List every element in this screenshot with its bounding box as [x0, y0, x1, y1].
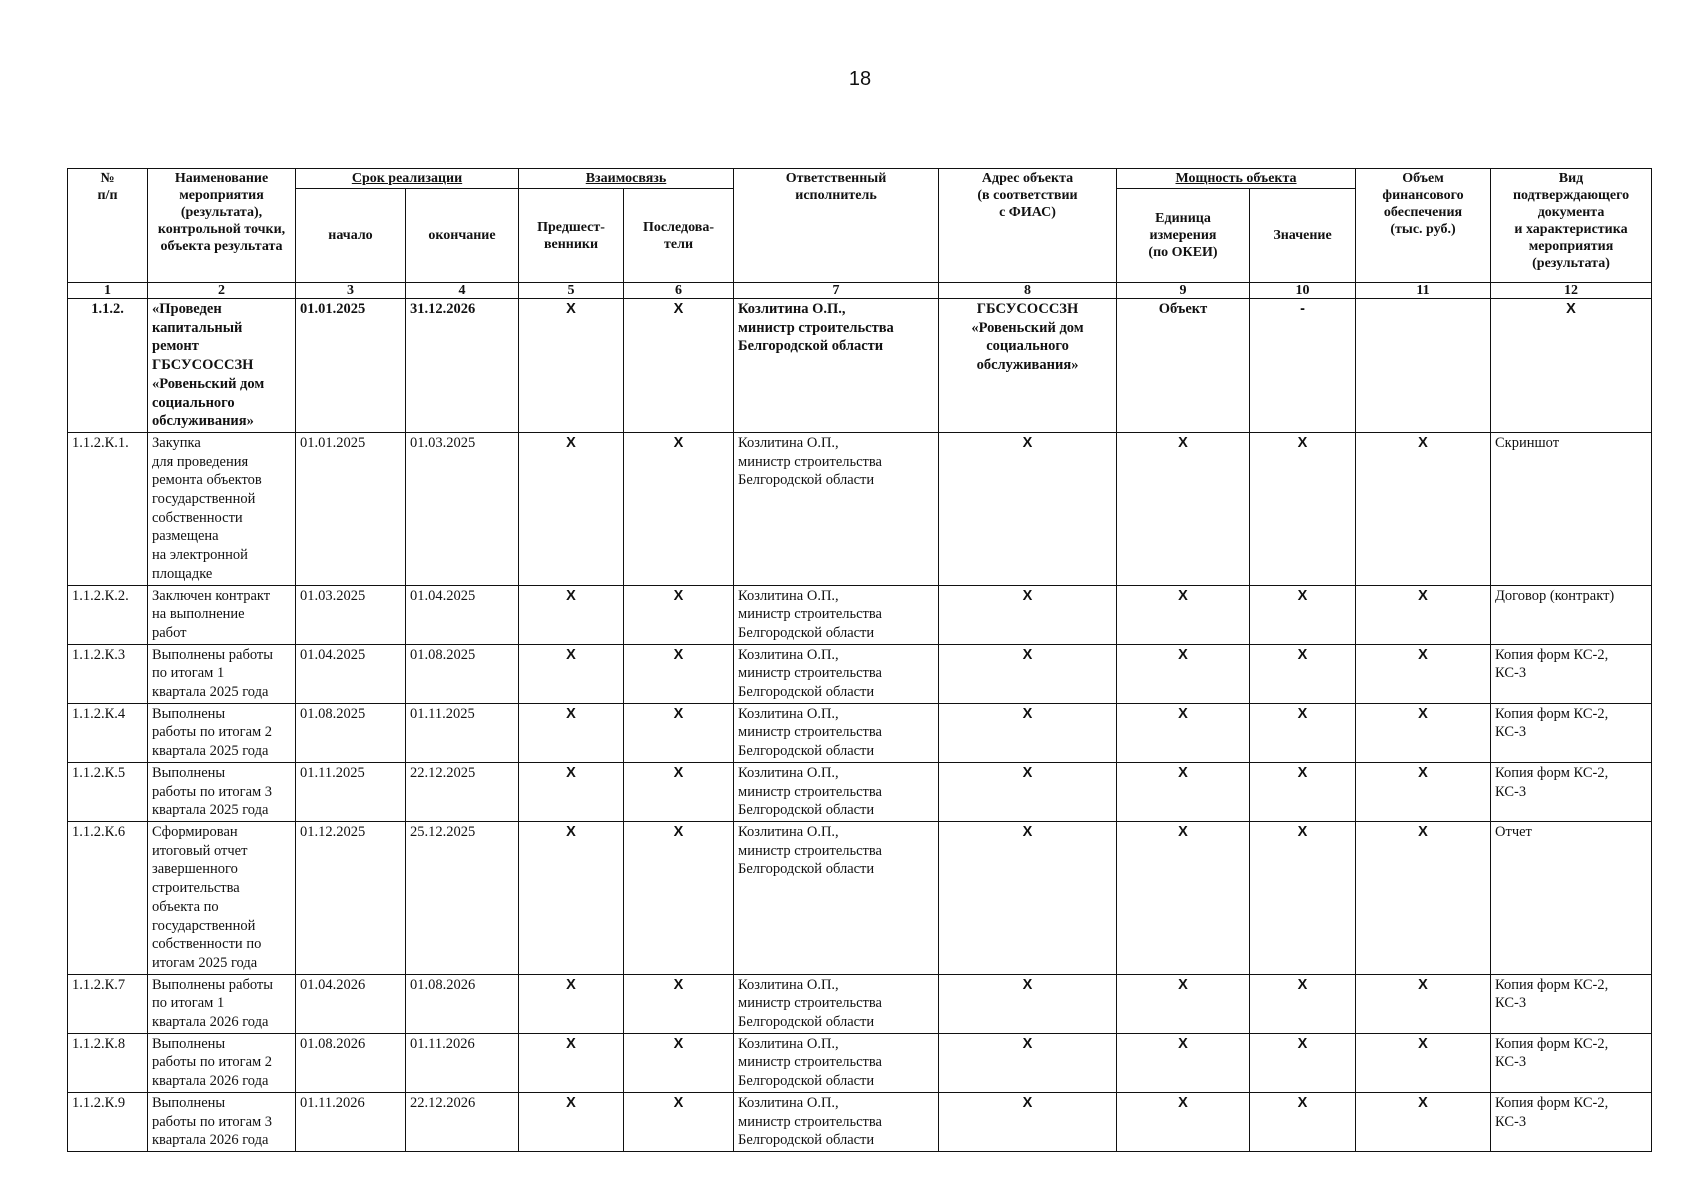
responsible-person: Козлитина О.П., министр строительства Белгородской области: [734, 644, 939, 703]
row-number: 1.1.2.К.1.: [68, 432, 148, 585]
page-number: 18: [848, 68, 872, 90]
start-date: 01.08.2025: [296, 703, 406, 762]
predecessors-value: X: [519, 821, 624, 974]
document-type: Отчет: [1491, 821, 1652, 974]
document-type: X: [1491, 299, 1652, 433]
table-row: [68, 1033, 1652, 1092]
capacity-value: X: [1250, 432, 1356, 585]
finance-value: [1356, 299, 1491, 433]
capacity-value: X: [1250, 1092, 1356, 1151]
column-number: 3: [296, 283, 406, 299]
row-number: 1.1.2.К.7: [68, 974, 148, 1033]
header-address: Адрес объекта (в соответствии с ФИАС): [939, 169, 1117, 283]
table-row: [68, 703, 1652, 762]
predecessors-value: X: [519, 299, 624, 433]
start-date: 01.11.2025: [296, 762, 406, 821]
document-type: Договор (контракт): [1491, 585, 1652, 644]
successors-value: X: [624, 299, 734, 433]
document-type: Скриншот: [1491, 432, 1652, 585]
object-address: X: [939, 821, 1117, 974]
end-date: 25.12.2025: [406, 821, 519, 974]
row-number: 1.1.2.К.9: [68, 1092, 148, 1151]
start-date: 01.01.2025: [296, 432, 406, 585]
predecessors-value: X: [519, 762, 624, 821]
unit-value: X: [1117, 1092, 1250, 1151]
responsible-person: Козлитина О.П., министр строительства Белгородской области: [734, 974, 939, 1033]
column-number: 5: [519, 283, 624, 299]
header-predecessors: Предшест- венники: [519, 189, 624, 283]
column-number: 1: [68, 283, 148, 299]
table-row: [68, 585, 1652, 644]
capacity-value: X: [1250, 821, 1356, 974]
unit-value: X: [1117, 1033, 1250, 1092]
successors-value: X: [624, 432, 734, 585]
finance-value: X: [1356, 1092, 1491, 1151]
event-name: Выполнены работы по итогам 1 квартала 2026 года: [148, 974, 296, 1033]
object-address: X: [939, 703, 1117, 762]
object-address: ГБСУСОССЗН «Ровеньский дом социального обслуживания»: [939, 299, 1117, 433]
unit-value: X: [1117, 703, 1250, 762]
responsible-person: Козлитина О.П., министр строительства Белгородской области: [734, 821, 939, 974]
table-row: [68, 644, 1652, 703]
successors-value: X: [624, 762, 734, 821]
capacity-value: X: [1250, 703, 1356, 762]
capacity-value: X: [1250, 644, 1356, 703]
event-name: Выполнены работы по итогам 2 квартала 2026 года: [148, 1033, 296, 1092]
event-name: Выполнены работы по итогам 1 квартала 2025 года: [148, 644, 296, 703]
unit-value: X: [1117, 644, 1250, 703]
finance-value: X: [1356, 703, 1491, 762]
object-address: X: [939, 762, 1117, 821]
document-type: Копия форм КС-2, КС-3: [1491, 974, 1652, 1033]
unit-value: X: [1117, 585, 1250, 644]
responsible-person: Козлитина О.П., министр строительства Белгородской области: [734, 432, 939, 585]
predecessors-value: X: [519, 974, 624, 1033]
row-number: 1.1.2.К.3: [68, 644, 148, 703]
successors-value: X: [624, 1033, 734, 1092]
header-num: № п/п: [68, 169, 148, 283]
column-number: 6: [624, 283, 734, 299]
object-address: X: [939, 585, 1117, 644]
column-number: 8: [939, 283, 1117, 299]
header-unit: Единица измерения (по ОКЕИ): [1117, 189, 1250, 283]
capacity-value: X: [1250, 762, 1356, 821]
capacity-value: -: [1250, 299, 1356, 433]
end-date: 01.03.2025: [406, 432, 519, 585]
table-row: [68, 974, 1652, 1033]
object-address: X: [939, 432, 1117, 585]
successors-value: X: [624, 821, 734, 974]
header-name: Наименование мероприятия (результата), контрольной точки, объекта результата: [148, 169, 296, 283]
schedule-table: [67, 168, 1652, 1152]
table-row: [68, 299, 1652, 433]
table-body: [68, 299, 1652, 1152]
row-number: 1.1.2.К.2.: [68, 585, 148, 644]
header-end: окончание: [406, 189, 519, 283]
column-numbers-row: [68, 283, 1652, 299]
header-successors: Последова- тели: [624, 189, 734, 283]
responsible-person: Козлитина О.П., министр строительства Белгородской области: [734, 1033, 939, 1092]
finance-value: X: [1356, 974, 1491, 1033]
document-type: Копия форм КС-2, КС-3: [1491, 1092, 1652, 1151]
event-name: Заключен контракт на выполнение работ: [148, 585, 296, 644]
row-number: 1.1.2.К.8: [68, 1033, 148, 1092]
header-term-group: Срок реализации: [296, 169, 519, 189]
finance-value: X: [1356, 432, 1491, 585]
capacity-value: X: [1250, 1033, 1356, 1092]
start-date: 01.01.2025: [296, 299, 406, 433]
finance-value: X: [1356, 1033, 1491, 1092]
start-date: 01.03.2025: [296, 585, 406, 644]
column-number: 7: [734, 283, 939, 299]
header-start: начало: [296, 189, 406, 283]
successors-value: X: [624, 703, 734, 762]
responsible-person: Козлитина О.П., министр строительства Белгородской области: [734, 585, 939, 644]
start-date: 01.04.2025: [296, 644, 406, 703]
column-number: 10: [1250, 283, 1356, 299]
predecessors-value: X: [519, 1033, 624, 1092]
header-value: Значение: [1250, 189, 1356, 283]
end-date: 22.12.2026: [406, 1092, 519, 1151]
header-capacity-group: Мощность объекта: [1117, 169, 1356, 189]
end-date: 01.08.2026: [406, 974, 519, 1033]
event-name: Выполнены работы по итогам 2 квартала 2025 года: [148, 703, 296, 762]
object-address: X: [939, 1092, 1117, 1151]
unit-value: X: [1117, 821, 1250, 974]
row-number: 1.1.2.К.5: [68, 762, 148, 821]
responsible-person: Козлитина О.П., министр строительства Белгородской области: [734, 762, 939, 821]
responsible-person: Козлитина О.П., министр строительства Белгородской области: [734, 703, 939, 762]
column-number: 2: [148, 283, 296, 299]
successors-value: X: [624, 585, 734, 644]
unit-value: X: [1117, 762, 1250, 821]
header-responsible: Ответственный исполнитель: [734, 169, 939, 283]
successors-value: X: [624, 1092, 734, 1151]
successors-value: X: [624, 644, 734, 703]
predecessors-value: X: [519, 703, 624, 762]
document-type: Копия форм КС-2, КС-3: [1491, 644, 1652, 703]
end-date: 01.08.2025: [406, 644, 519, 703]
table-header: [68, 169, 1652, 299]
end-date: 22.12.2025: [406, 762, 519, 821]
end-date: 31.12.2026: [406, 299, 519, 433]
table-row: [68, 821, 1652, 974]
header-finance: Объем финансового обеспечения (тыс. руб.): [1356, 169, 1491, 283]
capacity-value: X: [1250, 974, 1356, 1033]
responsible-person: Козлитина О.П., министр строительства Белгородской области: [734, 299, 939, 433]
table-row: [68, 762, 1652, 821]
finance-value: X: [1356, 644, 1491, 703]
document-type: Копия форм КС-2, КС-3: [1491, 1033, 1652, 1092]
unit-value: Объект: [1117, 299, 1250, 433]
finance-value: X: [1356, 585, 1491, 644]
successors-value: X: [624, 974, 734, 1033]
start-date: 01.11.2026: [296, 1092, 406, 1151]
row-number: 1.1.2.К.6: [68, 821, 148, 974]
object-address: X: [939, 974, 1117, 1033]
row-number: 1.1.2.К.4: [68, 703, 148, 762]
document-type: Копия форм КС-2, КС-3: [1491, 703, 1652, 762]
row-number: 1.1.2.: [68, 299, 148, 433]
table-row: [68, 1092, 1652, 1151]
column-number: 11: [1356, 283, 1491, 299]
predecessors-value: X: [519, 585, 624, 644]
event-name: Выполнены работы по итогам 3 квартала 2025 года: [148, 762, 296, 821]
start-date: 01.04.2026: [296, 974, 406, 1033]
end-date: 01.11.2026: [406, 1033, 519, 1092]
header-link-group: Взаимосвязь: [519, 169, 734, 189]
unit-value: X: [1117, 974, 1250, 1033]
predecessors-value: X: [519, 432, 624, 585]
event-name: «Проведен капитальный ремонт ГБСУСОССЗН «Ровеньский дом социального обслуживания»: [148, 299, 296, 433]
table-row: [68, 432, 1652, 585]
finance-value: X: [1356, 821, 1491, 974]
finance-value: X: [1356, 762, 1491, 821]
column-number: 4: [406, 283, 519, 299]
document-type: Копия форм КС-2, КС-3: [1491, 762, 1652, 821]
end-date: 01.04.2025: [406, 585, 519, 644]
start-date: 01.08.2026: [296, 1033, 406, 1092]
event-name: Сформирован итоговый отчет завершенного строительства объекта по государственной собственности по итогам 2025 года: [148, 821, 296, 974]
predecessors-value: X: [519, 1092, 624, 1151]
column-number: 9: [1117, 283, 1250, 299]
header-doc-type: Вид подтверждающего документа и характеристика мероприятия (результата): [1491, 169, 1652, 283]
object-address: X: [939, 644, 1117, 703]
column-number: 12: [1491, 283, 1652, 299]
predecessors-value: X: [519, 644, 624, 703]
event-name: Выполнены работы по итогам 3 квартала 2026 года: [148, 1092, 296, 1151]
event-name: Закупка для проведения ремонта объектов государственной собственности размещена на электронной площадке: [148, 432, 296, 585]
end-date: 01.11.2025: [406, 703, 519, 762]
object-address: X: [939, 1033, 1117, 1092]
responsible-person: Козлитина О.П., министр строительства Белгородской области: [734, 1092, 939, 1151]
capacity-value: X: [1250, 585, 1356, 644]
start-date: 01.12.2025: [296, 821, 406, 974]
unit-value: X: [1117, 432, 1250, 585]
